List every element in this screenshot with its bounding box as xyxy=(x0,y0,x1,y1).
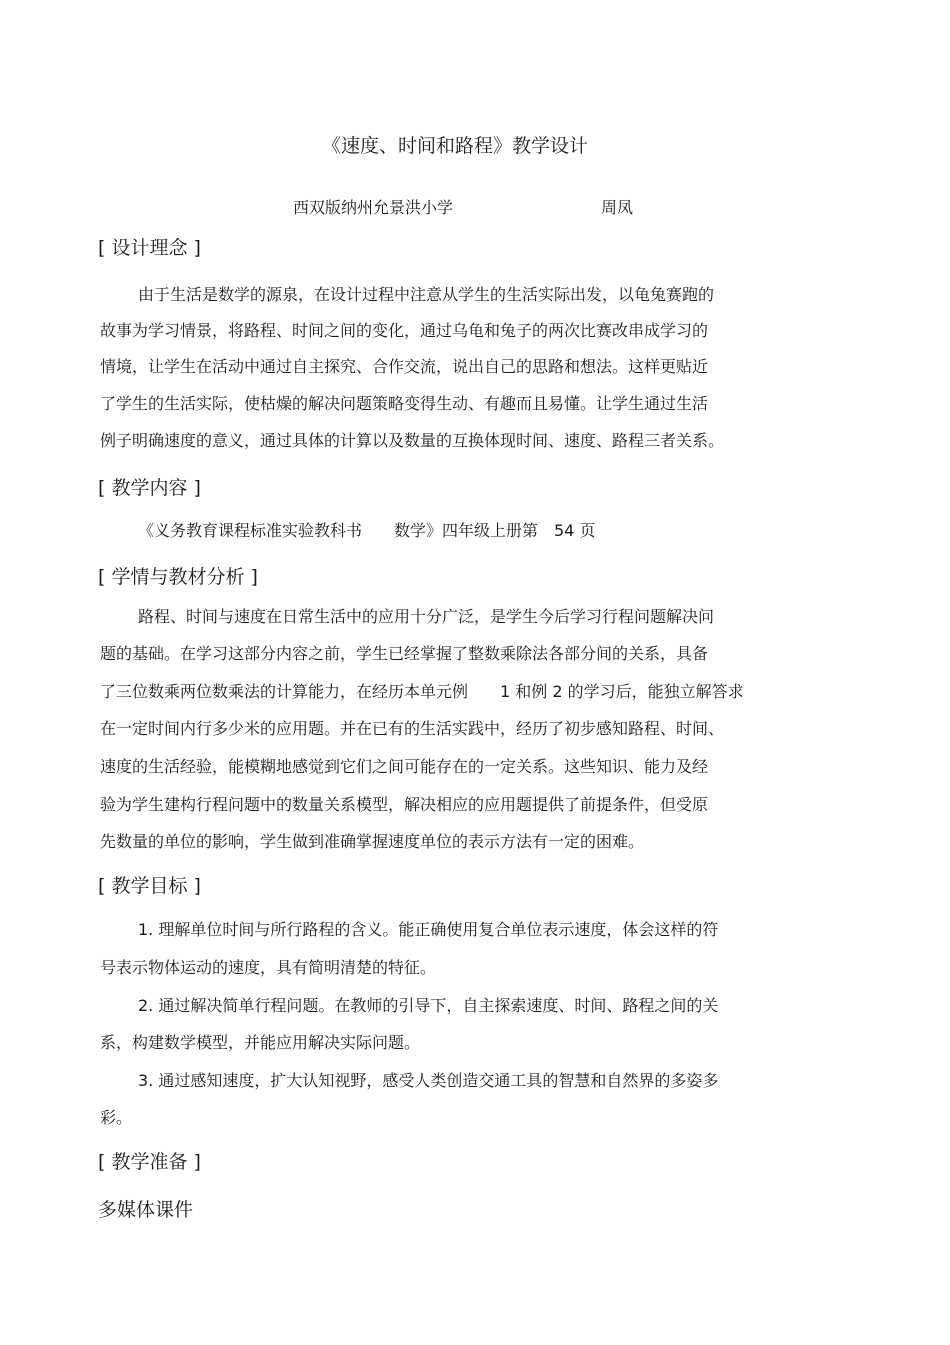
analysis-line: 在一定时间内行多少米的应用题。并在已有的生活实践中，经历了初步感知路程、时间、 xyxy=(100,719,725,738)
philosophy-line: 由于生活是数学的源泉，在设计过程中注意从学生的生活实际出发，以龟兔赛跑的 xyxy=(138,285,715,304)
analysis-line: 验为学生建构行程问题中的数量关系模型，解决相应的应用题提供了前提条件，但受原 xyxy=(100,795,709,814)
analysis-line: 路程、时间与速度在日常生活中的应用十分广泛，是学生今后学习行程问题解决问 xyxy=(138,607,715,626)
philosophy-line: 了学生的生活实际，使枯燥的解决问题策略变得生动、有趣而且易懂。让学生通过生活 xyxy=(100,394,709,413)
content-line: 《义务教育课程标准实验教科书 数学》四年级上册第 54 页 xyxy=(138,521,596,540)
analysis-line: 速度的生活经验，能模糊地感觉到它们之间可能存在的一定关系。这些知识、能力及经 xyxy=(100,757,709,776)
goals-line: 系，构建数学模型，并能应用解决实际问题。 xyxy=(100,1033,421,1052)
philosophy-line: 情境，让学生在活动中通过自主探究、合作交流，说出自己的思路和想法。这样更贴近 xyxy=(100,357,709,376)
heading-analysis: [ 学情与教材分析 ] xyxy=(98,566,258,588)
author-name: 周凤 xyxy=(601,198,634,217)
goals-line: 3. 通过感知速度，扩大认知视野，感受人类创造交通工具的智慧和自然界的多姿多 xyxy=(138,1071,719,1090)
philosophy-line: 例子明确速度的意义，通过具体的计算以及数量的互换体现时间、速度、路程三者关系。 xyxy=(100,431,725,450)
page-title: 《速度、时间和路程》教学设计 xyxy=(321,135,588,157)
goals-line: 1. 理解单位时间与所行路程的含义。能正确使用复合单位表示速度，体会这样的符 xyxy=(138,920,719,939)
preparation-line: 多媒体课件 xyxy=(98,1199,194,1221)
goals-line: 彩。 xyxy=(100,1108,133,1127)
heading-philosophy: [ 设计理念 ] xyxy=(98,237,201,259)
heading-goals: [ 教学目标 ] xyxy=(98,875,201,897)
goals-line: 2. 通过解决简单行程问题。在教师的引导下，自主探索速度、时间、路程之间的关 xyxy=(138,996,719,1015)
philosophy-line: 故事为学习情景，将路程、时间之间的变化，通过乌龟和兔子的两次比赛改串成学习的 xyxy=(100,321,709,340)
heading-preparation: [ 教学准备 ] xyxy=(98,1151,201,1173)
author-school: 西双版纳州允景洪小学 xyxy=(293,198,454,217)
goals-line: 号表示物体运动的速度，具有简明清楚的特征。 xyxy=(100,958,437,977)
analysis-line: 先数量的单位的影响，学生做到准确掌握速度单位的表示方法有一定的困难。 xyxy=(100,832,645,851)
analysis-line: 题的基础。在学习这部分内容之前，学生已经掌握了整数乘除法各部分间的关系，具备 xyxy=(100,644,709,663)
analysis-line: 了三位数乘两位数乘法的计算能力，在经历本单元例 1 和例 2 的学习后，能独立解答求 xyxy=(100,682,744,701)
heading-content: [ 教学内容 ] xyxy=(98,477,201,499)
